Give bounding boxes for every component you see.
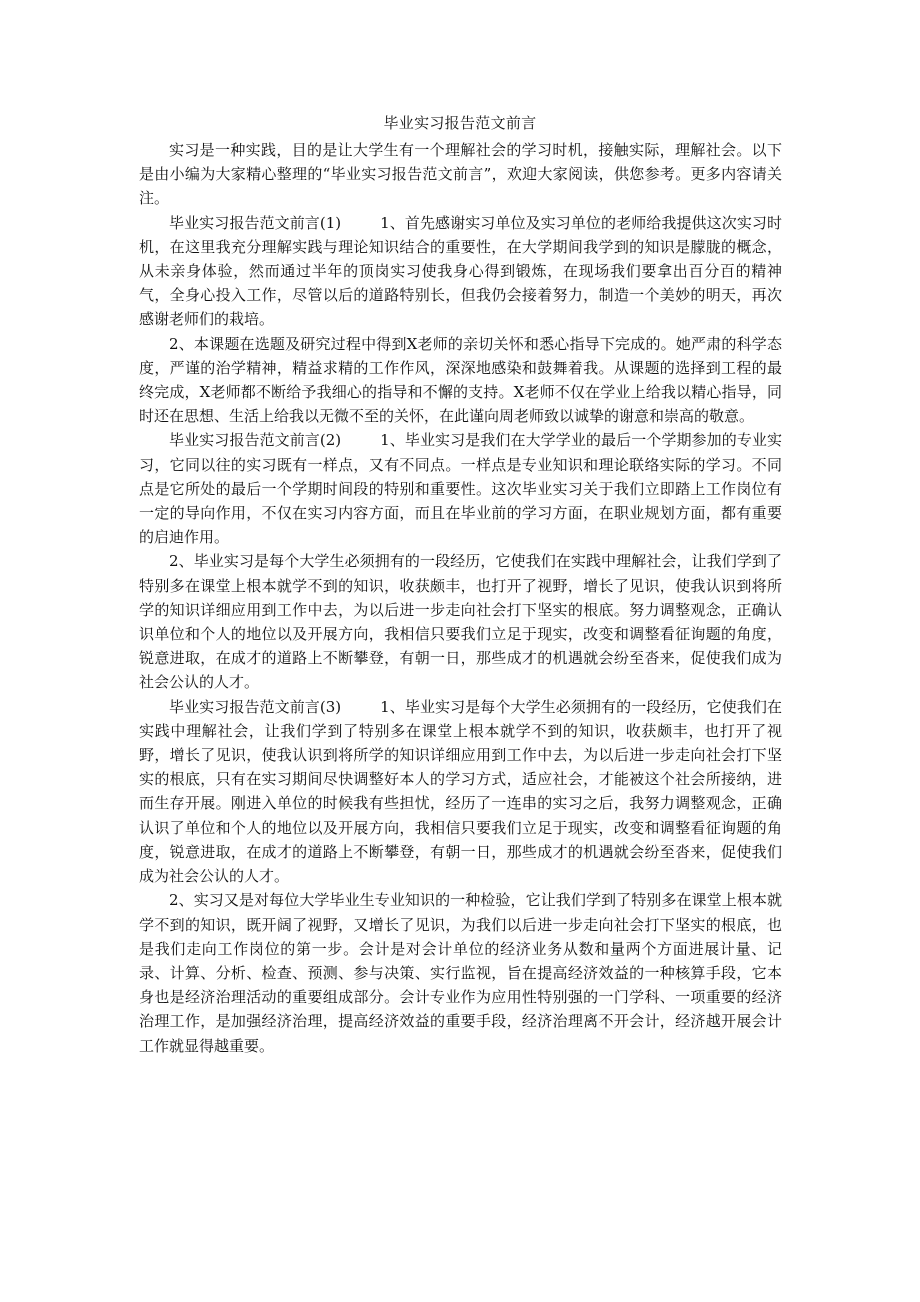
paragraph-section-2-2 — [139, 549, 782, 694]
document-body — [139, 138, 782, 1058]
paragraph-text: 2、实习又是对每位大学毕业生专业知识的一种检验，它让我们学到了特别多在课堂上根本就学不到的知识，既开阔了视野，又增长了见识，为我们以后进一步走向社会打下坚实的根底，也是我们走向工作岗位的第一步。会计是对会计单位的经济业务从数和量两个方面进展计量、记录、计算、分析、检查、预测、参与决策、实行监视，旨在提高经济效益的一种核算手段，它本身也是经济治理活动的重要组成部分。会计专业作为应用性特别强的一门学科、一项重要的经济治理工作，是加强经济治理，提高经济效益的重要手段，经济治理离不开会计，经济越开展会计工作就显得越重要。 — [139, 891, 782, 1055]
paragraph-intro — [139, 138, 782, 211]
paragraph-section-1 — [139, 211, 782, 332]
paragraph-section-1-2 — [139, 332, 782, 429]
section-heading: 毕业实习报告范文前言(1) — [169, 213, 342, 232]
paragraph-text: 2、毕业实习是每个大学生必须拥有的一段经历，它使我们在实践中理解社会，让我们学到了特别多在课堂上根本就学不到的知识，收获颇丰，也打开了视野，增长了见识，使我认识到将所学的知识详细应用到工作中去，为以后进一步走向社会打下坚实的根底。努力调整观念，正确认识单位和个人的地位以及开展方向，我相信只要我们立足于现实，改变和调整看征询题的角度，锐意进取，在成才的道路上不断攀登，有朝一日，那些成才的机遇就会纷至沓来，促使我们成为社会公认的人才。 — [139, 552, 782, 692]
document-title: 毕业实习报告范文前言 — [383, 114, 537, 132]
paragraph-text: 1、毕业实习是每个大学生必须拥有的一段经历，它使我们在实践中理解社会，让我们学到了特别多在课堂上根本就学不到的知识，收获颇丰，也打开了视野，增长了见识，使我认识到将所学的知识详细应用到工作中去，为以后进一步走向社会打下坚实的根底，只有在实习期间尽快调整好本人的学习方式，适应社会，才能被这个社会所接纳，进而生存开展。刚进入单位的时候我有些担忧，经历了一连串的实习之后，我努力调整观念，正确认识了单位和个人的地位以及开展方向，我相信只要我们立足于现实，改变和调整看征询题的角度，锐意进取，在成才的道路上不断攀登，有朝一日，那些成才的机遇就会纷至沓来，促使我们成为社会公认的人才。 — [139, 697, 783, 886]
paragraph-text: 1、毕业实习是我们在大学学业的最后一个学期参加的专业实习，它同以往的实习既有一样点，又有不同点。一样点是专业知识和理论联络实际的学习。不同点是它所处的最后一个学期时间段的特别和重要性。这次毕业实习关于我们立即踏上工作岗位有一定的导向作用，不仅在实习内容方面，而且在毕业前的学习方面，在职业规划方面，都有重要的启迪作用。 — [139, 431, 783, 547]
paragraph-text: 实习是一种实践，目的是让大学生有一个理解社会的学习时机，接触实际，理解社会。以下是由小编为大家精心整理的“毕业实习报告范文前言”，欢迎大家阅读，供您参考。更多内容请关注。 — [139, 141, 782, 208]
paragraph-section-3 — [139, 695, 782, 889]
paragraph-section-3-2 — [139, 888, 782, 1057]
paragraph-text: 1、首先感谢实习单位及实习单位的老师给我提供这次实习时机，在这里我充分理解实践与理论知识结合的重要性，在大学期间我学到的知识是朦胧的概念，从未亲身体验，然而通过半年的顶岗实习使我身心得到锻炼，在现场我们要拿出百分百的精神气，全身心投入工作，尽管以后的道路特别长，但我仍会接着努力，制造一个美妙的明天，再次感谢老师们的栽培。 — [139, 213, 783, 329]
paragraph-section-2 — [139, 428, 782, 549]
paragraph-text: 2、本课题在选题及研究过程中得到X老师的亲切关怀和悉心指导下完成的。她严肃的科学态度，严谨的治学精神，精益求精的工作作风，深深地感染和鼓舞着我。从课题的选择到工程的最终完成，X老师都不断给予我细心的指导和不懈的支持。X老师不仅在学业上给我以精心指导，同时还在思想、生活上给我以无微不至的关怀，在此谨向周老师致以诚挚的谢意和崇高的敬意。 — [139, 334, 782, 426]
section-heading: 毕业实习报告范文前言(3) — [169, 697, 342, 716]
section-heading: 毕业实习报告范文前言(2) — [169, 431, 342, 450]
